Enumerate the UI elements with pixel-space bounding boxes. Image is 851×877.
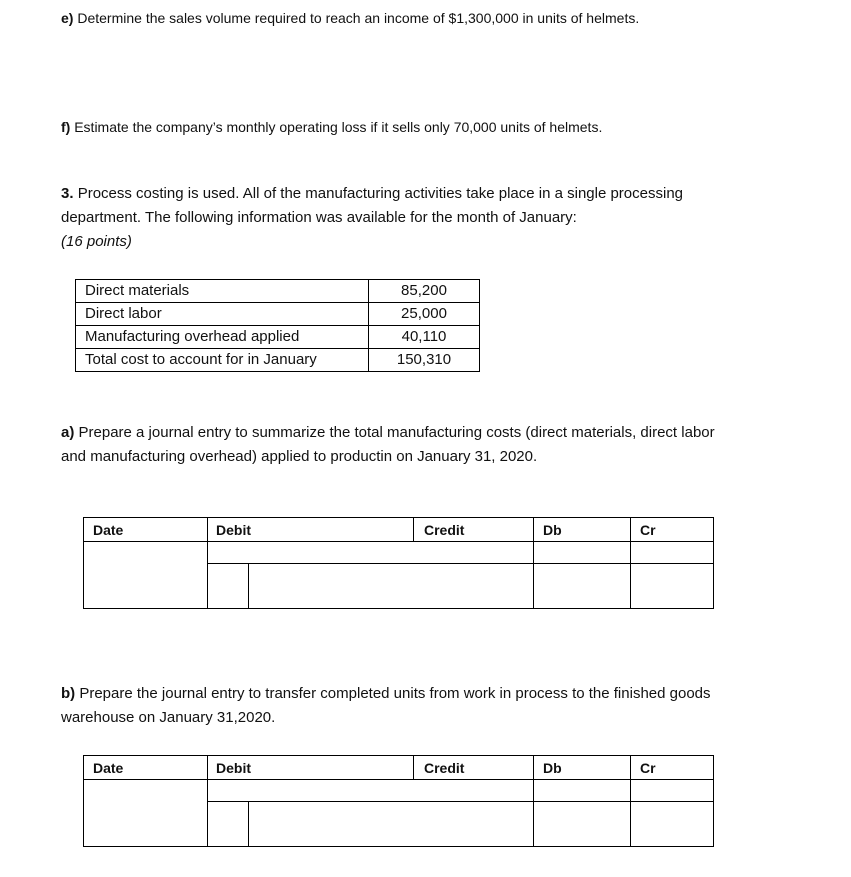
part-b-line2: warehouse on January 31,2020. — [61, 709, 276, 726]
cost-value: 85,200 — [369, 280, 480, 303]
column-divider — [533, 756, 534, 846]
part-b-line1 — [61, 682, 711, 706]
table-row — [76, 280, 480, 303]
cost-label: Total cost to account for in January — [76, 349, 369, 372]
cost-label: Manufacturing overhead applied — [76, 326, 369, 349]
cost-value: 150,310 — [369, 349, 480, 372]
column-divider — [207, 756, 208, 846]
header-date: Date — [93, 522, 124, 538]
row-divider — [207, 801, 713, 802]
header-db: Db — [543, 760, 562, 776]
question-f-text: Estimate the company’s monthly operating loss if it sells only 70,000 units of helmets. — [74, 119, 603, 135]
part-a-line2: and manufacturing overhead) applied to productin on January 31, 2020. — [61, 448, 538, 465]
column-divider — [413, 756, 414, 779]
problem-3-line2: department. The following information was available for the month of January: — [61, 209, 577, 226]
header-credit: Credit — [424, 760, 465, 776]
part-a-line1 — [61, 421, 715, 445]
column-divider — [248, 563, 249, 608]
cost-label: Direct labor — [76, 303, 369, 326]
header-credit: Credit — [424, 522, 465, 538]
row-divider — [84, 541, 713, 542]
question-f-label: f) — [61, 119, 71, 135]
problem-3-line1 — [61, 182, 683, 206]
part-a-text-1: Prepare a journal entry to summarize the total manufacturing costs (direct materials, direct labor — [78, 424, 715, 441]
column-divider — [413, 518, 414, 541]
table-row — [76, 303, 480, 326]
column-divider — [630, 518, 631, 608]
cost-value: 40,110 — [369, 326, 480, 349]
header-cr: Cr — [640, 760, 656, 776]
part-a-label: a) — [61, 424, 75, 441]
header-cr: Cr — [640, 522, 656, 538]
part-b-text-1: Prepare the journal entry to transfer completed units from work in process to the finished goods — [79, 685, 711, 702]
column-divider — [248, 801, 249, 846]
cost-value: 25,000 — [369, 303, 480, 326]
journal-entry-form-b — [83, 755, 714, 847]
question-e — [61, 6, 639, 30]
column-divider — [533, 518, 534, 608]
journal-entry-form-a — [83, 517, 714, 609]
header-db: Db — [543, 522, 562, 538]
problem-3-number: 3. — [61, 185, 74, 202]
header-date: Date — [93, 760, 124, 776]
table-row — [76, 326, 480, 349]
column-divider — [630, 756, 631, 846]
problem-3-text-1: Process costing is used. All of the manufacturing activities take place in a single processing — [77, 185, 684, 202]
row-divider — [84, 779, 713, 780]
problem-3-points: (16 points) — [61, 233, 132, 250]
header-debit: Debit — [216, 522, 251, 538]
question-e-label: e) — [61, 10, 74, 26]
part-b-label: b) — [61, 685, 76, 702]
table-row — [76, 349, 480, 372]
cost-label: Direct materials — [76, 280, 369, 303]
question-e-text: Determine the sales volume required to reach an income of $1,300,000 in units of helmets. — [77, 10, 640, 26]
header-debit: Debit — [216, 760, 251, 776]
question-f — [61, 115, 602, 139]
cost-table — [75, 279, 480, 372]
row-divider — [207, 563, 713, 564]
column-divider — [207, 518, 208, 608]
